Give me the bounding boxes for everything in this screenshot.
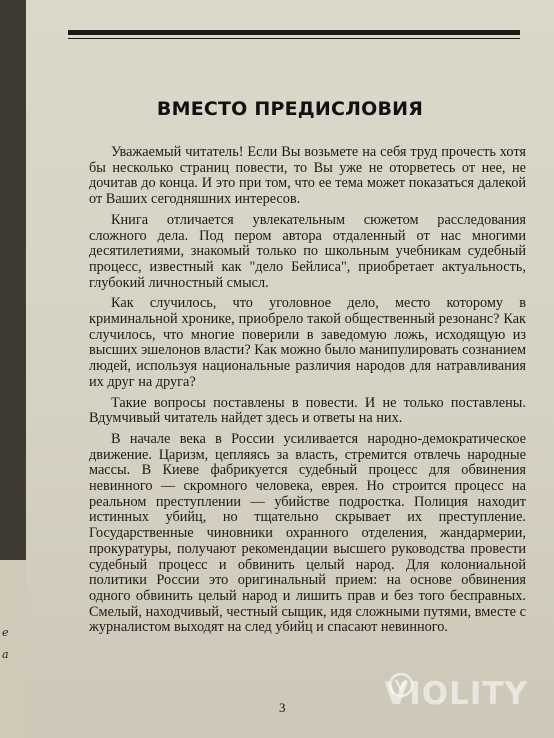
header-rule-thick <box>68 30 520 35</box>
paragraph: Книга отличается увлекательным сюжетом расследования сложного дела. Под пером автора отдаленный от нас многими десятилетиями, знакомый только по школьным учебникам судебный процесс, известный как "дело Бейлиса", приобретает актуальность, глубокий личностный смысл. <box>89 211 526 291</box>
opposite-page-fragment: е <box>2 626 9 639</box>
opposite-page-edge <box>0 560 26 738</box>
paragraph: Такие вопросы поставлены в повести. И не только поставлены. Вдумчивый читатель найдет здесь и ответы на них. <box>89 394 526 427</box>
watermark-text: VIOLITY <box>384 676 528 712</box>
paragraph: Уважаемый читатель! Если Вы возьмете на себя труд прочесть хотя бы несколько страниц повести, то Вы уже не оторветесь от нее, не дочитав до конца. И это при том, что ее тема может показаться далекой от Ваших сегодняшних интересов. <box>89 144 526 208</box>
body-text <box>89 145 526 641</box>
page-heading: ВМЕСТО ПРЕДИСЛОВИЯ <box>156 98 424 120</box>
paragraph: Как случилось, что уголовное дело, место которому в криминальной хронике, приобрело такой общественный резонанс? Как случилось, что многие поверили в заведомую ложь, исходящую из высших эшелонов власти? Как можно было манипулировать сознанием людей, используя национальные различия народов для натравливания их друг на друга? <box>89 295 526 390</box>
opposite-page-fragment: а <box>2 648 9 661</box>
paragraph: В начале века в России усиливается народно-демократическое движение. Царизм, цепляясь за власть, стремится отвлечь народные массы. В Киеве фабрикуется судебный процесс для обвинения невинного — скромного человека, еврея. Но строится процесс на реальном преступлении — убийстве подростка. Полиция находит истинных убийц, но тщательно скрывает их преступление. Государственные чиновники охранного отделения, жандармерии, прокуратуры, получают рекомендации высшего руководства провести судебный процесс и обвинить целый народ. Для колониальной политики России это оригинальный прием: на основе обвинения одного обвинить целый народ и лишить прав и без того бесправных. Смелый, находчивый, честный сыщик, идя сложными путями, вместе с журналистом выходят на след убийц и спасают невинного. <box>89 430 526 636</box>
header-rule-thin <box>68 38 520 39</box>
page-number: 3 <box>279 700 286 715</box>
book-page <box>26 0 554 738</box>
